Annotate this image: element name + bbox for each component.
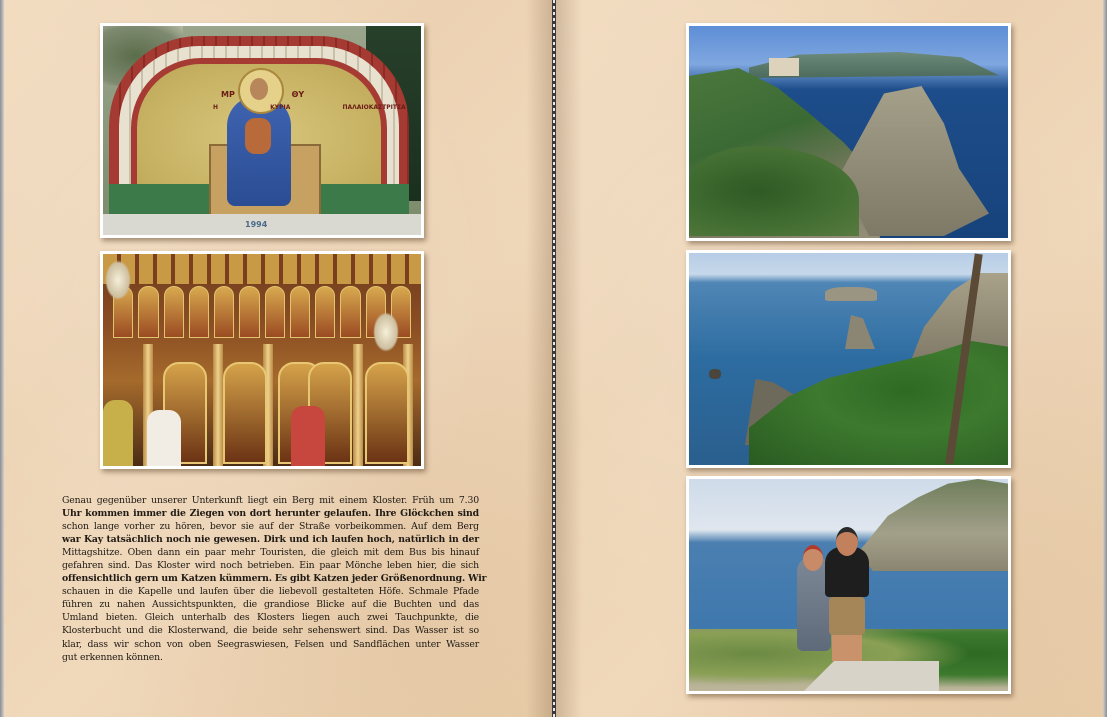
coast-cliffs-image	[689, 26, 1008, 238]
book-edge-right	[1103, 0, 1107, 717]
left-page	[4, 0, 553, 717]
text-line: führen zu nahen Aussichtspunkten, die grandiose Blicke auf die Buchten und das	[62, 599, 479, 611]
text-line: gut erkennen können.	[62, 651, 163, 663]
mosaic-image	[103, 26, 421, 235]
travel-diary-text	[62, 494, 487, 664]
text-line: schon lange vorher zu hören, bevor sie auf der Straße vorbeikommen. Auf dem Berg	[62, 521, 479, 533]
text-line: Klosterbucht und die Klosterwand, die beide sehr sehenswert sind. Das Wasser ist so	[62, 625, 479, 637]
text-line: gefahren sind. Das Kloster wird noch betrieben. Ein paar Mönche leben hier, die sich	[62, 560, 479, 572]
text-line: schauen in die Kapelle und laufen über die liebevoll gestalteten Höfe. Schmale Pfade	[62, 586, 479, 598]
text-line: offensichtlich gern um Katzen kümmern. Es gibt Katzen jeder Größenordnung. Wir	[62, 573, 487, 585]
mosaic-year: 1994	[245, 220, 268, 229]
text-line: Umland bieten. Gleich unterhalb des Klosters liegen auch zwei Tauchpunkte, die	[62, 612, 479, 624]
text-line: Genau gegenüber unserer Unterkunft liegt ein Berg mit einem Kloster. Früh um 7.30	[62, 495, 479, 506]
right-page	[556, 0, 1103, 717]
mosaic-caption-2: Η ΚΥΡΙΑ ΠΑΛΑΙΟΚΑΣΤΡΙΤΣΑ	[213, 104, 406, 111]
text-line: Uhr kommen immer die Ziegen von dort herunter gelaufen. Ihre Glöckchen sind	[62, 508, 479, 520]
photo-coast-rocks[interactable]	[686, 250, 1011, 468]
text-line: Mittagshitze. Oben dann ein paar mehr Touristen, die gleich mit dem Bus bis hinauf	[62, 547, 479, 559]
couple-image	[689, 479, 1008, 691]
mosaic-caption: ΜΡ ΘΥ	[221, 90, 305, 99]
photo-coast-cliffs[interactable]	[686, 23, 1011, 241]
text-line: war Kay tatsächlich noch nie gewesen. Dirk und ich laufen hoch, natürlich in der	[62, 534, 479, 546]
photo-couple-viewpoint[interactable]	[686, 476, 1011, 694]
text-line: klar, dass wir schon von oben Seegraswiesen, Felsen und Sandflächen unter Wasser	[62, 638, 479, 650]
coast-rocks-image	[689, 253, 1008, 465]
photo-church-interior[interactable]	[100, 251, 424, 469]
church-image	[103, 254, 421, 466]
photo-mosaic[interactable]	[100, 23, 424, 238]
